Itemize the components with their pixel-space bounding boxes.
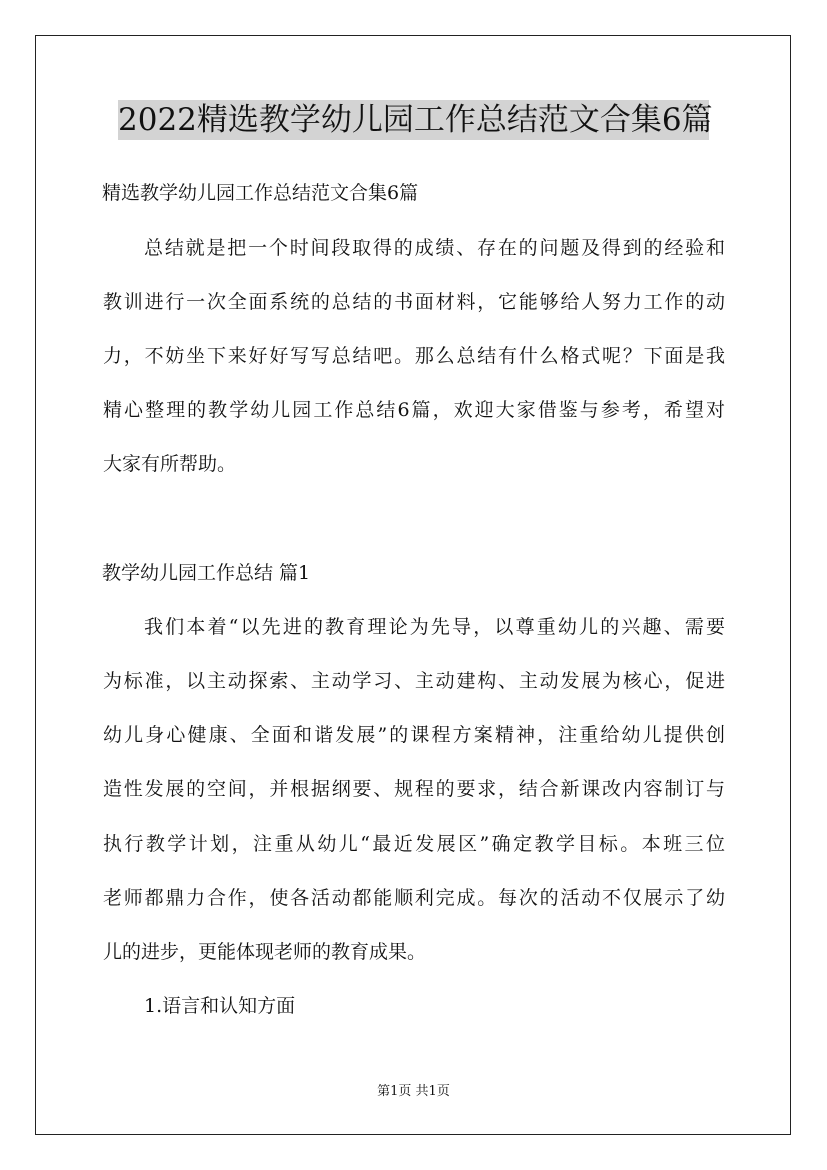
intro-line: 大家有所帮助。: [103, 453, 237, 475]
section-line: 幼儿身心健康、全面和谐发展”的课程方案精神，注重给幼儿提供创: [103, 724, 725, 746]
intro-line: 力，不妨坐下来好好写写总结吧。那么总结有什么格式呢？下面是我: [103, 345, 725, 367]
list-item: 1.语言和认知方面: [144, 995, 296, 1017]
section-line: 老师都鼎力合作，使各活动都能顺利完成。每次的活动不仅展示了幼: [103, 887, 725, 909]
section-line: 为标准，以主动探索、主动学习、主动建构、主动发展为核心，促进: [103, 670, 725, 692]
section-line: 儿的进步，更能体现老师的教育成果。: [103, 941, 427, 963]
section-heading: 教学幼儿园工作总结 篇1: [102, 562, 311, 584]
section-line: 执行教学计划，注重从幼儿“最近发展区”确定教学目标。本班三位: [103, 833, 725, 855]
document-subtitle: 精选教学幼儿园工作总结范文合集6篇: [102, 182, 419, 204]
page-footer: 第1页 共1页: [377, 1084, 450, 1099]
intro-line: 教训进行一次全面系统的总结的书面材料，它能够给人努力工作的动: [103, 291, 725, 313]
intro-line: 总结就是把一个时间段取得的成绩、存在的问题及得到的经验和: [144, 237, 725, 259]
section-line: 我们本着“以先进的教育理论为先导，以尊重幼儿的兴趣、需要: [144, 616, 725, 638]
document-title: 2022精选教学幼儿园工作总结范文合集6篇: [118, 102, 713, 138]
section-line: 造性发展的空间，并根据纲要、规程的要求，结合新课改内容制订与: [103, 778, 725, 800]
intro-line: 精心整理的教学幼儿园工作总结6篇，欢迎大家借鉴与参考，希望对: [103, 399, 725, 421]
